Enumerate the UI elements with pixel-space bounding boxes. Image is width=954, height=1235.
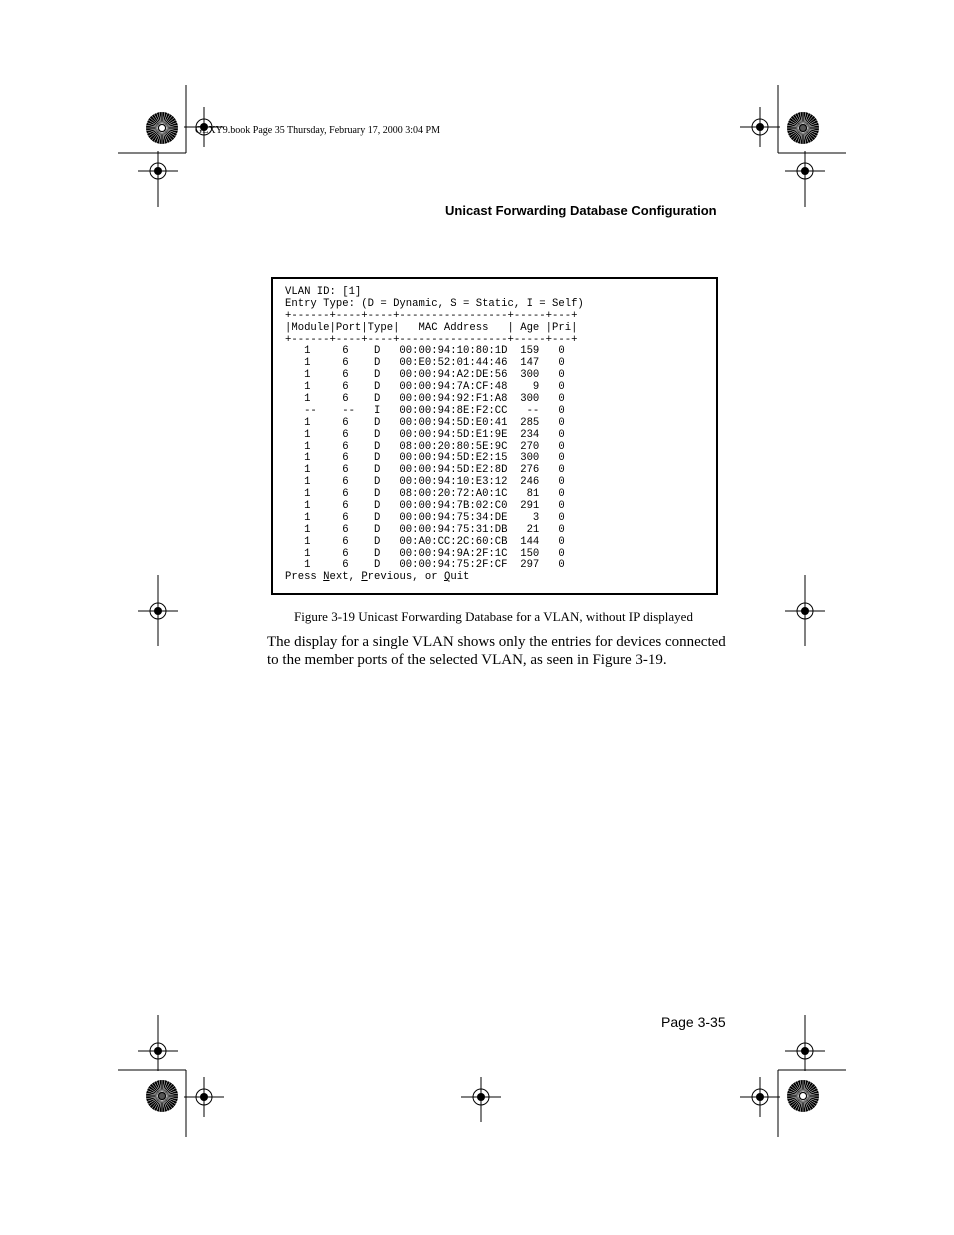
command-prompt: Press Next, Previous, or Quit	[285, 571, 470, 584]
table-row: 1 6 D 00:00:94:92:F1:A8 300 0	[285, 393, 565, 406]
body-paragraph: The display for a single VLAN shows only the entries for devices connected to the member ports of the selected VLAN, as seen in Figure 3-19.	[267, 634, 726, 668]
table-row: 1 6 D 00:A0:CC:2C:60:CB 144 0	[285, 535, 565, 548]
table-row: 1 6 D 00:00:94:5D:E1:9E 234 0	[285, 428, 565, 441]
vlan-id-line: VLAN ID: [1]	[285, 286, 362, 298]
registration-target-icon	[461, 1077, 501, 1117]
running-head: Unicast Forwarding Database Configuration	[445, 203, 717, 218]
next-command[interactable]: Next	[323, 571, 349, 584]
registration-target-icon	[138, 591, 178, 631]
table-row: 1 6 D 00:00:94:5D:E2:15 300 0	[285, 452, 565, 465]
table-row: 1 6 D 00:E0:52:01:44:46 147 0	[285, 357, 565, 370]
book-info-line: GLXY9.book Page 35 Thursday, February 17, 2000 3:04 PM	[195, 125, 440, 136]
registration-target-icon	[785, 151, 825, 191]
table-row: 1 6 D 00:00:94:7A:CF:48 9 0	[285, 381, 565, 394]
figure-caption: Figure 3-19 Unicast Forwarding Database for a VLAN, without IP displayed	[294, 609, 693, 624]
table-row: 1 6 D 00:00:94:75:34:DE 3 0	[285, 511, 565, 524]
starburst-icon	[144, 1078, 180, 1114]
table-row: 1 6 D 00:00:94:10:80:1D 159 0	[285, 345, 565, 358]
registration-target-icon	[138, 1031, 178, 1071]
table-row: 1 6 D 00:00:94:10:E3:12 246 0	[285, 476, 565, 489]
registration-target-icon	[785, 1031, 825, 1071]
terminal-screen	[271, 277, 718, 595]
registration-target-icon	[785, 591, 825, 631]
table-row: 1 6 D 00:00:94:5D:E2:8D 276 0	[285, 464, 565, 477]
table-row: 1 6 D 08:00:20:80:5E:9C 270 0	[285, 440, 565, 453]
entry-type-line: Entry Type: (D = Dynamic, S = Static, I = Self)	[285, 297, 584, 310]
quit-command[interactable]: Quit	[443, 571, 470, 584]
table-row: -- -- I 00:00:94:8E:F2:CC -- 0	[285, 404, 565, 417]
registration-target-icon	[184, 1077, 224, 1117]
starburst-icon	[785, 110, 821, 146]
registration-target-icon	[138, 151, 178, 191]
starburst-icon	[785, 1078, 821, 1114]
table-body	[285, 346, 584, 572]
registration-target-icon	[740, 1077, 780, 1117]
table-row: 1 6 D 00:00:94:9A:2F:1C 150 0	[285, 547, 565, 560]
table-row: 1 6 D 00:00:94:5D:E0:41 285 0	[285, 416, 565, 429]
previous-command[interactable]: Previous	[361, 571, 413, 584]
table-row: 1 6 D 08:00:20:72:A0:1C 81 0	[285, 488, 565, 501]
table-row: 1 6 D 00:00:94:75:2F:CF 297 0	[285, 559, 565, 572]
page-number: Page 3-35	[661, 1014, 726, 1030]
table-row: 1 6 D 00:00:94:75:31:DB 21 0	[285, 523, 565, 536]
starburst-icon	[144, 110, 180, 146]
table-border-mid: +------+----+----+-----------------+-----+---+	[285, 333, 578, 346]
table-row: 1 6 D 00:00:94:A2:DE:56 300 0	[285, 369, 565, 382]
terminal-text	[285, 287, 584, 584]
table-border-top: +------+----+----+-----------------+-----+---+	[285, 309, 578, 322]
registration-target-icon	[740, 107, 780, 147]
table-row: 1 6 D 00:00:94:7B:02:C0 291 0	[285, 500, 565, 513]
table-header: |Module|Port|Type| MAC Address | Age |Pri|	[285, 321, 578, 334]
prompt-press: Press	[285, 571, 324, 584]
